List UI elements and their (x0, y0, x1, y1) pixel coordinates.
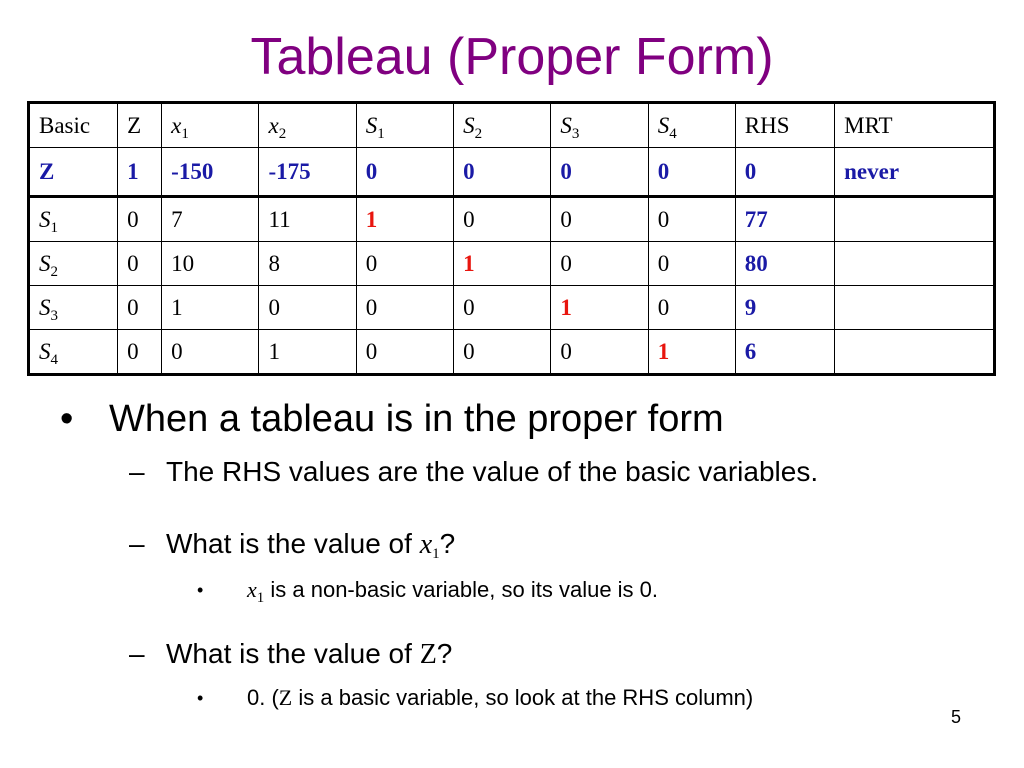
cell: 7 (162, 197, 259, 242)
bullet-dot-icon: • (197, 688, 204, 708)
cell: 0 (648, 286, 735, 330)
cell: 0 (118, 197, 162, 242)
cell: 0 (356, 286, 453, 330)
sub-sub-bullet-z-text: 0. (Z is a basic variable, so look at the RHS column) (247, 685, 754, 710)
cell: 0 (551, 197, 648, 242)
cell: 1 (259, 330, 356, 375)
cell: 0 (648, 197, 735, 242)
cell: 0 (551, 148, 648, 197)
cell: 1 (551, 286, 648, 330)
cell: 1 (118, 148, 162, 197)
cell: -175 (259, 148, 356, 197)
cell: 0 (356, 242, 453, 286)
sub-sub-bullet-x1-text: $x_1$ is a non-basic variable, so its value is 0. (247, 577, 659, 606)
cell-rhs: 9 (735, 286, 834, 330)
header-x2: $x_2$ (259, 103, 356, 148)
cell: 0 (162, 330, 259, 375)
cell: 0 (454, 197, 551, 242)
cell-rhs: 77 (735, 197, 834, 242)
cell-basic: $S_4$ (29, 330, 118, 375)
bullet-dot-icon: • (197, 580, 204, 600)
cell-rhs: 80 (735, 242, 834, 286)
header-s2: $S_2$ (454, 103, 551, 148)
cell: 0 (454, 148, 551, 197)
cell: 0 (356, 330, 453, 375)
header-rhs: RHS (735, 103, 834, 148)
page-number: 5 (951, 707, 962, 727)
cell: 0 (118, 242, 162, 286)
cell-rhs: 0 (735, 148, 834, 197)
header-z: Z (118, 103, 162, 148)
sub-bullet-x1-question-text: What is the value of $x_1$? (166, 528, 456, 562)
cell: 10 (162, 242, 259, 286)
cell-basic: $S_3$ (29, 286, 118, 330)
cell: 1 (356, 197, 453, 242)
cell-basic: Z (29, 148, 118, 197)
cell-rhs: 6 (735, 330, 834, 375)
cell: 0 (259, 286, 356, 330)
cell: 0 (454, 330, 551, 375)
cell: 0 (648, 148, 735, 197)
cell: 11 (259, 197, 356, 242)
cell: 0 (118, 286, 162, 330)
cell: 0 (551, 330, 648, 375)
dash-icon: – (129, 638, 145, 669)
cell: 0 (356, 148, 453, 197)
cell: 0 (118, 330, 162, 375)
header-s4: $S_4$ (648, 103, 735, 148)
cell-basic: $S_2$ (29, 242, 118, 286)
cell: 0 (454, 286, 551, 330)
cell: 8 (259, 242, 356, 286)
header-x1: $x_1$ (162, 103, 259, 148)
cell-mrt: never (835, 148, 995, 197)
cell: 0 (648, 242, 735, 286)
cell: -150 (162, 148, 259, 197)
cell: 1 (454, 242, 551, 286)
header-mrt: MRT (835, 103, 995, 148)
dash-icon: – (129, 456, 145, 487)
header-basic: Basic (29, 103, 118, 148)
bullet-dot-icon: • (60, 398, 74, 440)
cell: 0 (551, 242, 648, 286)
bullet-main-text: When a tableau is in the proper form (109, 398, 724, 440)
header-s1: $S_1$ (356, 103, 453, 148)
header-s3: $S_3$ (551, 103, 648, 148)
cell-basic: $S_1$ (29, 197, 118, 242)
cell: 1 (162, 286, 259, 330)
cell: 1 (648, 330, 735, 375)
sub-bullet-z-question-text: What is the value of Z? (166, 638, 453, 670)
sub-bullet-rhs-text: The RHS values are the value of the basic variables. (166, 456, 819, 487)
dash-icon: – (129, 528, 145, 559)
slide-title: Tableau (Proper Form) (250, 28, 774, 86)
